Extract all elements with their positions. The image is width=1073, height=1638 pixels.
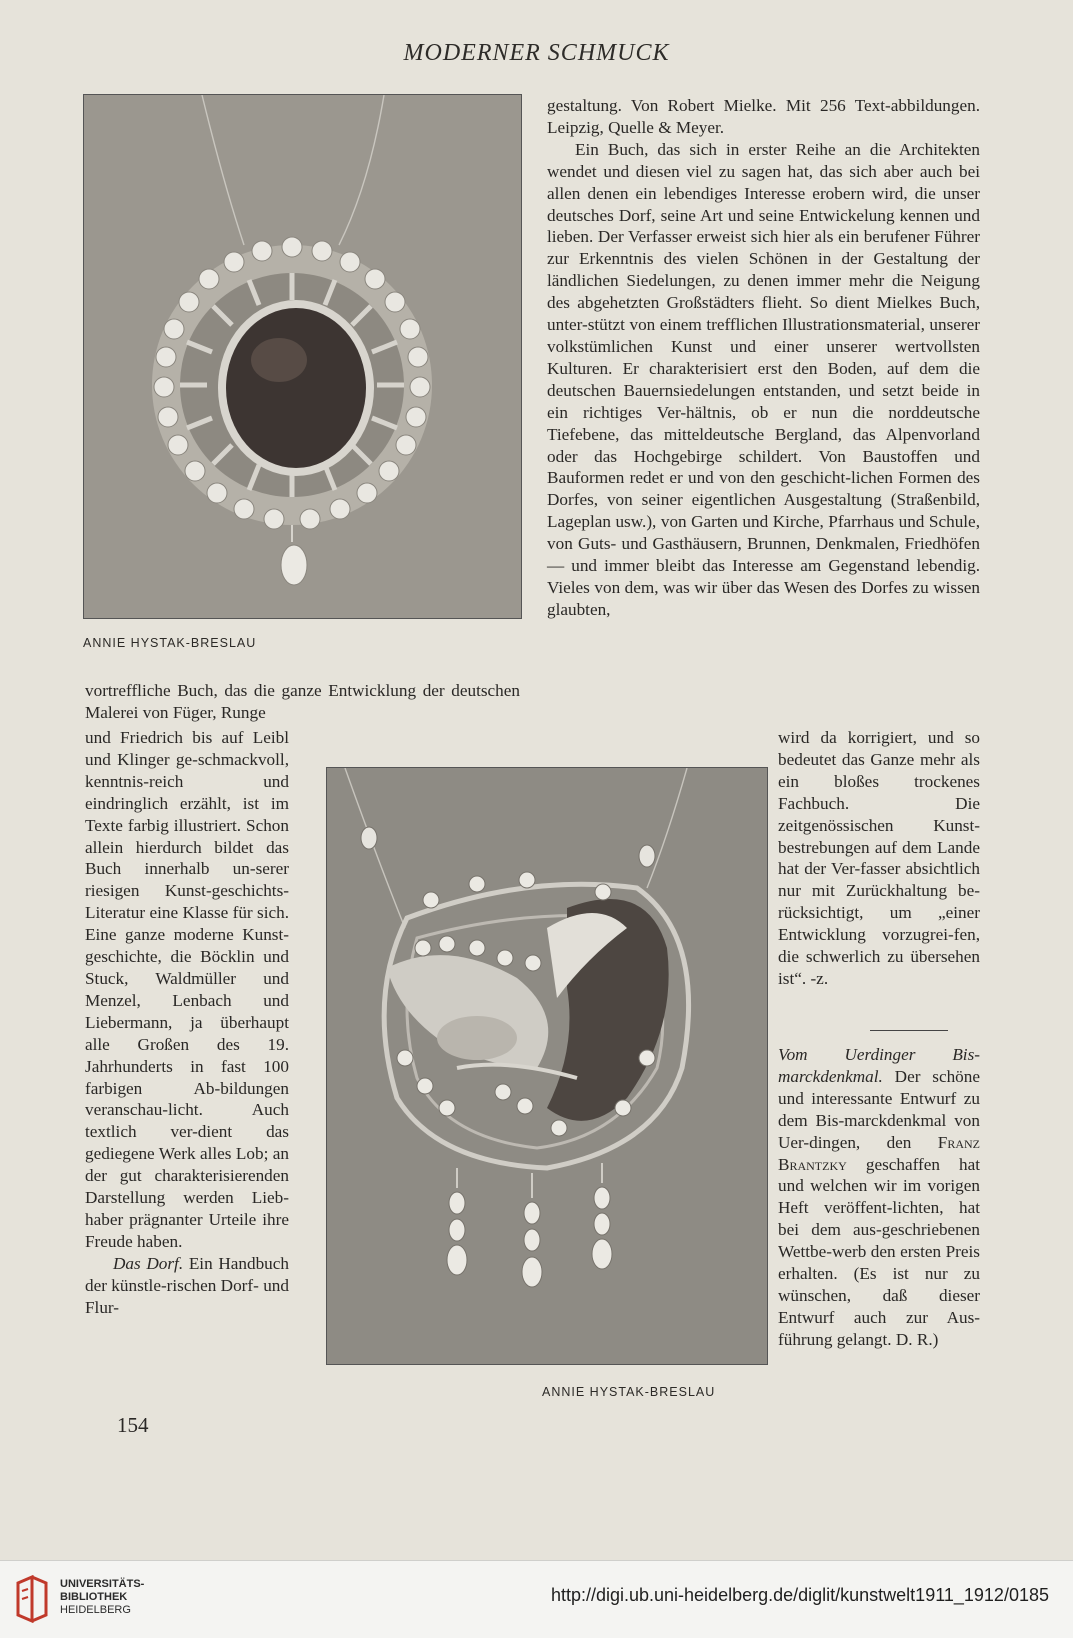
section-divider [870,1030,948,1031]
library-line-3: HEIDELBERG [60,1604,131,1616]
malerei-review-start: vortreffliche Buch, das die ganze Entwicklung der deutschen Malerei von Füger, Runge [85,681,520,722]
bismarck-article-body-2: geschaffen hat und welchen wir im vorigen Heft veröffent-lichten, hat bei dem aus-geschriebenen Wettbe-werb den ersten Preis erhalten. (Es ist nur zu wünschen, daß dieser Entwurf auch zur Aus-führung gelangt. D. R.) [778,1154,981,1349]
footer-bar [0,1560,1073,1638]
page-number: 154 [117,1413,149,1437]
source-url-link[interactable]: http://digi.ub.uni-heidelberg.de/diglit/kunstwelt1911_1912/0185 [550,1585,1049,1605]
mielke-book-heading: gestaltung. Von Robert Mielke. Mit 256 Text-abbildungen. Leipzig, Quelle & Meyer. [547,96,980,137]
pendant-photo-2 [326,767,768,1365]
figure-2-caption: ANNIE HYSTAK-BRESLAU [542,1385,716,1399]
left-column-narrow [85,727,289,1318]
mielke-review-continuation: wird da korrigiert, und so bedeutet das Ganze mehr als ein bloßes trockenes Fachbuch. Die zeitgenössischen Kunst-bestrebungen auf dem Lande hat der Ver-fasser absichtlich nur mit Zurückhaltung be-rücksichtigt, um „einer Entwicklung vorzugrei-fen, die schwerlich zu übersehen ist“. -z. [778,728,980,988]
library-line-2: BIBLIOTHEK [60,1591,128,1603]
bismarck-article-author: Franz Brantzky [778,1132,980,1174]
figure-1-caption: ANNIE HYSTAK-BRESLAU [83,636,257,650]
running-header: MODERNER SCHMUCK [403,40,670,66]
bismarck-article-body-1: Der schöne und interessante Entwurf zu dem Bis-marckdenkmal von Uer-dingen, den [778,1066,980,1152]
dorf-article-title: Das Dorf. [113,1253,184,1273]
pendant-bird-illustration [327,768,767,1364]
dorf-article-body: Ein Handbuch der künstle-rischen Dorf- und Flur- [85,1253,289,1317]
library-line-1: UNIVERSITÄTS- [60,1578,145,1590]
mielke-review-paragraph: Ein Buch, das sich in erster Reihe an die Architekten wendet und diesen viel zu sagen hat, das sich aber auch bei allen denen ein lebendiges Interesse erobern wird, die unser deutsches Dorf, seine Art und seine Entwickelung kennen und lieben. Der Verfasser erweist sich hier als ein berufener Führer zur Erkenntnis des vielen Schönen in der Gestaltung der ländlichen Siedelungen, zu denen immer mehr die Neigung des abgehetzten Großstädters flieht. So dient Mielkes Buch, unter-stützt von einem trefflichen Illustrationsmaterial, unserer volkstümlichen Kunst und einer unserer wertvollsten Kulturen. Er charakterisiert erst den Boden, auf dem die deutschen Bauernsiedelungen entstanden, und setzt beide in ein richtiges Ver-hältnis, ob er nun die norddeutsche Tiefebene, das mitteldeutsche Bergland, das Alpenvorland oder das Hochgebirge schildert. Von Baustoffen und Bauformen redet er und von den geschicht-lichen Formen des Dorfes, von seiner eigentlichen Ausgestaltung (Straßenbild, Lageplan usw.), von Garten und Kirche, Pfarrhaus und Schule, von Guts- und Gasthäusern, Brunnen, Denkmalen, Friedhöfen — und immer bleibt das Interesse am Gegenstand lebendig. Vieles von dem, was wir über das Wesen des Dorfes zu wissen glaubten, [547,139,980,619]
library-name [60,1578,144,1617]
right-column-article [778,1044,980,1351]
right-column-narrow [778,727,980,990]
pendant-photo-1 [83,94,522,619]
left-column-wide [85,680,520,724]
right-column-top [547,95,980,621]
bismarck-article-title: Vom Uerdinger Bis-marckdenkmal. [778,1045,980,1086]
malerei-review-continuation: und Friedrich bis auf Leibl und Klinger ge-schmackvoll, kenntnis-reich und eindringlich erzählt, ist im Texte farbig illustriert. Schon allein hierdurch bildet das Buch innerhalb un-serer riesigen Kunst-geschichts-Literatur eine Klasse für sich. Eine ganze moderne Kunst-geschichte, die Böcklin und Stuck, Waldmüller und Menzel, Lenbach und Liebermann, ja überhaupt alle Großen des 19. Jahrhunderts in fast 100 farbigen Ab-bildungen veranschau-licht. Auch textlich ver-dient das gediegene Werk alles Lob; an der gut charakterisierenden Darstellung werden Lieb-haber prägnanter Urteile ihre Freude haben. [85,728,289,1251]
pendant-sun-illustration [84,95,521,618]
university-library-logo-icon [14,1575,50,1623]
